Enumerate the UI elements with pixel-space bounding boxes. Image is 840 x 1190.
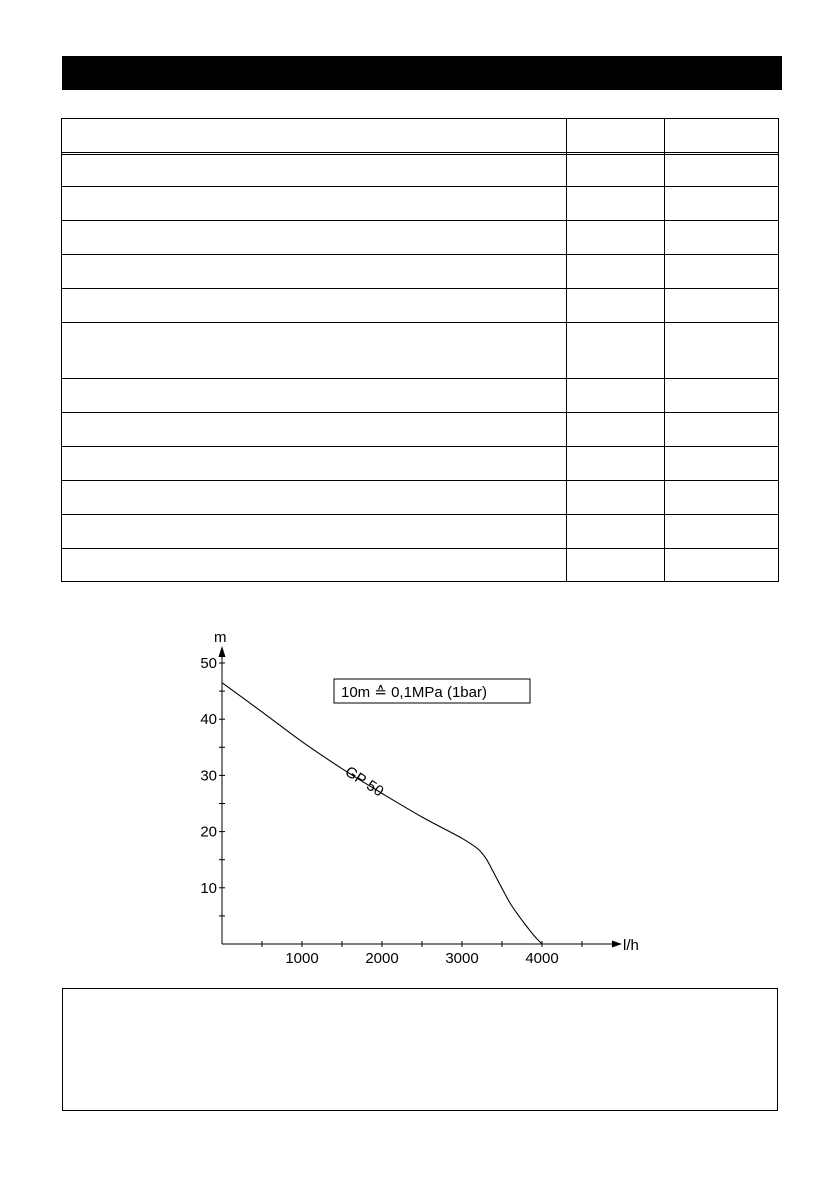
x-tick-label: 4000: [525, 950, 559, 967]
x-tick-label: 1000: [285, 950, 319, 967]
x-axis-arrow: [612, 941, 622, 948]
y-tick-label: 40: [200, 711, 217, 729]
x-tick-label: 3000: [445, 950, 479, 967]
y-tick-label: 10: [200, 879, 217, 897]
y-axis-label: m: [214, 629, 227, 646]
annotation-text: 10m ≙ 0,1MPa (1bar): [341, 684, 487, 701]
y-tick-label: 30: [200, 767, 217, 785]
y-axis-arrow: [219, 646, 226, 657]
x-tick-label: 2000: [365, 950, 399, 967]
note-box: [62, 988, 778, 1111]
chart-series: [222, 683, 542, 944]
x-axis-label: l/h: [623, 937, 639, 954]
y-tick-label: 20: [200, 823, 217, 841]
y-tick-label: 50: [200, 655, 217, 672]
series-label-gp50: GP 50: [341, 763, 387, 801]
series-line-gp50: [222, 683, 542, 944]
chart-labels: [200, 629, 639, 967]
